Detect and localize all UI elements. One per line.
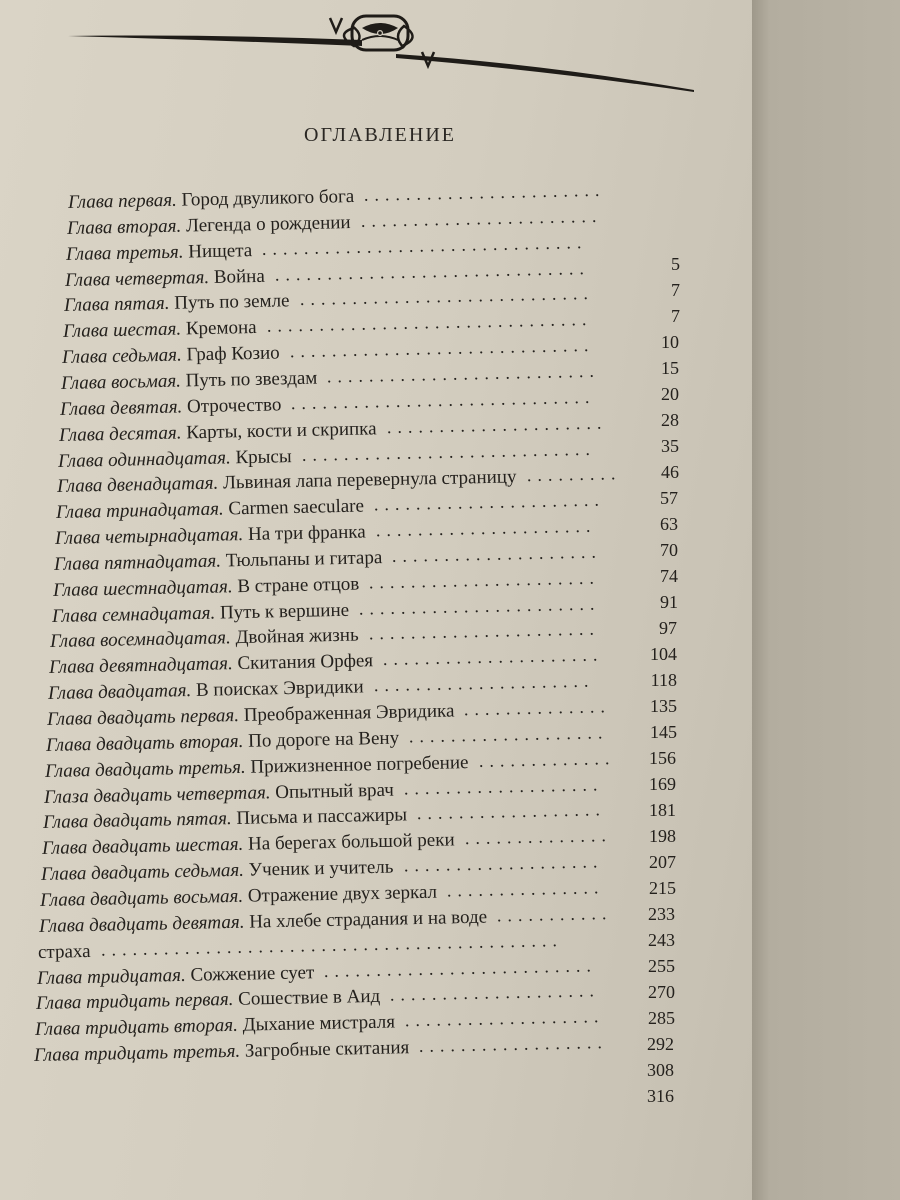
page-number: 308 bbox=[647, 1060, 674, 1080]
chapter-number: Глава вторая. bbox=[66, 215, 182, 239]
chapter-title: На берегах большой реки bbox=[247, 829, 455, 855]
chapter-title: Путь к вершине bbox=[219, 599, 350, 624]
leader-dots: ....................... bbox=[360, 205, 603, 231]
chapter-title: Загробные скитания bbox=[244, 1037, 410, 1062]
leader-dots: ...................... bbox=[368, 567, 601, 593]
leader-dots: ................... bbox=[403, 851, 604, 876]
chapter-title: Граф Козио bbox=[186, 342, 280, 366]
chapter-number: Глава четырнадцатая. bbox=[54, 524, 244, 550]
page-number: 156 bbox=[649, 748, 676, 768]
page-number: 118 bbox=[650, 670, 677, 690]
leader-dots: ....................... bbox=[363, 179, 606, 205]
page-number: 46 bbox=[661, 462, 679, 482]
chapter-title: Львиная лапа перевернула страницу bbox=[222, 466, 517, 494]
page-number: 181 bbox=[649, 800, 676, 820]
page-number: 91 bbox=[660, 592, 678, 612]
chapter-number: Глава двенадцатая. bbox=[56, 472, 219, 498]
page-number: 243 bbox=[648, 930, 675, 950]
leader-dots: ............................ bbox=[301, 438, 597, 465]
page-number: 215 bbox=[649, 878, 676, 898]
page-number: 169 bbox=[649, 774, 676, 794]
chapter-number: Глава шестнадцатая. bbox=[52, 575, 233, 601]
leader-dots: ............................... bbox=[266, 309, 593, 336]
page-number: 316 bbox=[647, 1086, 674, 1106]
chapter-title: По дороге на Вену bbox=[247, 727, 400, 752]
page-number: 5 bbox=[671, 254, 680, 274]
chapter-number: Глава третья. bbox=[65, 241, 184, 265]
chapter-title: На хлебе страдания и на воде bbox=[248, 906, 488, 933]
chapter-title: Путь по земле bbox=[174, 290, 290, 315]
leader-dots: .................... bbox=[391, 541, 603, 566]
chapter-title: Кремона bbox=[185, 317, 257, 340]
page-number: 135 bbox=[650, 696, 677, 716]
leader-dots: ..................... bbox=[373, 670, 595, 696]
chapter-number: Глава пятнадцатая. bbox=[53, 550, 222, 575]
leader-dots: .............. bbox=[464, 825, 613, 849]
leader-dots: ............. bbox=[478, 747, 616, 771]
chapter-number: Глава шестая. bbox=[62, 318, 182, 343]
chapter-title: В поисках Эвридики bbox=[195, 676, 364, 702]
leader-dots: ................... bbox=[404, 1006, 605, 1031]
page-number: 255 bbox=[648, 956, 675, 976]
page-number: 57 bbox=[660, 488, 678, 508]
leader-dots: ..................... bbox=[382, 644, 604, 670]
chapter-title: Город двуликого бога bbox=[181, 186, 355, 211]
leader-dots: ............................ bbox=[299, 283, 595, 310]
chapter-number: Глава двадцать девятая. bbox=[38, 911, 245, 937]
leader-dots: ..................... bbox=[375, 515, 597, 541]
leader-dots: ..................... bbox=[386, 412, 608, 437]
leader-dots: .................. bbox=[418, 1032, 609, 1056]
page-number: 145 bbox=[650, 722, 677, 742]
leader-dots: ........... bbox=[496, 902, 613, 926]
chapter-number: Глава одиннадцатая. bbox=[57, 446, 231, 472]
chapter-number: Глава тридцать первая. bbox=[35, 989, 234, 1015]
chapter-title: Крысы bbox=[235, 445, 292, 468]
chapter-number: Глава семнадцатая. bbox=[51, 602, 216, 627]
page-title: ОГЛАВЛЕНИЕ bbox=[304, 124, 456, 146]
chapter-number: Глава двадцатая. bbox=[47, 680, 192, 705]
chapter-title: Двойная жизнь bbox=[235, 624, 359, 649]
leader-dots: .............................. bbox=[274, 257, 591, 285]
page-number: 285 bbox=[648, 1008, 675, 1028]
toc-entry-label bbox=[66, 238, 253, 268]
leader-dots: ......... bbox=[526, 463, 622, 486]
page-number: 74 bbox=[660, 566, 678, 586]
page-number: 15 bbox=[661, 358, 679, 378]
page-number: 7 bbox=[671, 280, 680, 300]
page-number: 270 bbox=[648, 982, 675, 1002]
chapter-title: Письма и пассажиры bbox=[236, 804, 408, 830]
chapter-title: страха bbox=[37, 940, 91, 963]
page-number: 7 bbox=[671, 306, 680, 326]
leader-dots: ....................... bbox=[358, 593, 601, 619]
chapter-number: Глава двадцать седьмая. bbox=[40, 859, 245, 886]
next-page-edge bbox=[752, 0, 900, 1200]
page-number: 20 bbox=[661, 384, 679, 404]
chapter-number: Глава двадцать вторая. bbox=[45, 730, 244, 756]
chapter-number: Глава девятая. bbox=[59, 396, 183, 420]
chapter-title: Нищета bbox=[188, 239, 253, 263]
chapter-number: Глава седьмая. bbox=[61, 344, 182, 369]
chapter-title: Война bbox=[213, 265, 265, 288]
chapter-number: Глаза двадцать четвертая. bbox=[43, 781, 271, 808]
leader-dots: ............................... bbox=[261, 231, 588, 259]
leader-dots: .......................... bbox=[323, 954, 598, 981]
chapter-title: Сожжение сует bbox=[190, 961, 315, 986]
leader-dots: ............................. bbox=[289, 334, 595, 362]
page-number: 292 bbox=[647, 1034, 674, 1054]
page-number: 198 bbox=[649, 826, 676, 846]
chapter-title: Опытный врач bbox=[275, 779, 395, 803]
leader-dots: .......................... bbox=[326, 360, 601, 387]
chapter-title: Карты, кости и скрипка bbox=[186, 417, 377, 443]
chapter-title: Дыхание мистраля bbox=[242, 1011, 396, 1036]
chapter-number: Глава тридцать вторая. bbox=[34, 1014, 239, 1041]
leader-dots: ................... bbox=[403, 773, 604, 799]
page-number: 233 bbox=[648, 904, 675, 924]
chapter-number: Глава двадцать шестая. bbox=[41, 834, 244, 860]
leader-dots: ............................................ bbox=[100, 929, 564, 960]
page-number: 35 bbox=[661, 436, 679, 456]
chapter-number: Глава тридцатая. bbox=[36, 964, 186, 989]
page-number: 10 bbox=[661, 332, 679, 352]
chapter-title: Отражение двух зеркал bbox=[247, 881, 438, 907]
chapter-title: Сошествие в Аид bbox=[237, 986, 381, 1011]
chapter-number: Глава двадцать первая. bbox=[46, 704, 240, 730]
chapter-number: Глава восьмая. bbox=[60, 370, 182, 394]
leader-dots: .................... bbox=[389, 980, 601, 1005]
leader-dots: ............................. bbox=[290, 386, 596, 413]
chapter-number: Глава двадцать третья. bbox=[44, 756, 246, 782]
toc-entry-label bbox=[38, 939, 91, 966]
chapter-title: Скитания Орфея bbox=[237, 650, 374, 675]
chapter-title: Легенда о рождении bbox=[185, 211, 351, 237]
chapter-number: Глава первая. bbox=[67, 189, 178, 213]
chapter-number: Глава девятнадцатая. bbox=[48, 653, 233, 679]
leader-dots: ................... bbox=[408, 722, 609, 747]
chapter-number: Глава двадцать восьмая. bbox=[39, 885, 244, 911]
chapter-title: Путь по звездам bbox=[185, 367, 318, 392]
chapter-title: Ученик и учитель bbox=[248, 856, 394, 881]
leader-dots: ...................... bbox=[373, 489, 606, 515]
page-number: 63 bbox=[660, 514, 678, 534]
leader-dots: ............... bbox=[446, 877, 605, 901]
chapter-title: Преображенная Эвридика bbox=[243, 700, 455, 726]
chapter-number: Глава двадцать пятая. bbox=[42, 808, 232, 834]
chapter-number: Глава четвертая. bbox=[64, 266, 210, 291]
chapter-number: Глава восемнадцатая. bbox=[49, 627, 231, 653]
page-number: 104 bbox=[650, 644, 677, 664]
chapter-title: В стране отцов bbox=[237, 573, 360, 597]
chapter-number: Глава десятая. bbox=[58, 422, 182, 446]
chapter-title: Carmen saeculare bbox=[228, 495, 365, 520]
chapter-title: Прижизненное погребение bbox=[250, 751, 469, 778]
leader-dots: .................. bbox=[416, 799, 607, 824]
page-number: 28 bbox=[661, 410, 679, 430]
page-number: 70 bbox=[660, 540, 678, 560]
leader-dots: ...................... bbox=[368, 618, 601, 644]
page-number: 207 bbox=[649, 852, 676, 872]
chapter-number: Глава пятая. bbox=[63, 293, 170, 317]
chapter-title: На три франка bbox=[247, 521, 366, 546]
chapter-title: Тюльпаны и гитара bbox=[225, 547, 383, 572]
chapter-title: Отрочество bbox=[186, 394, 282, 418]
chapter-number: Глава тридцать третья. bbox=[33, 1040, 241, 1067]
leader-dots: .............. bbox=[463, 696, 612, 720]
chapter-number: Глава тринадцатая. bbox=[55, 498, 224, 524]
page-number: 97 bbox=[659, 618, 677, 638]
